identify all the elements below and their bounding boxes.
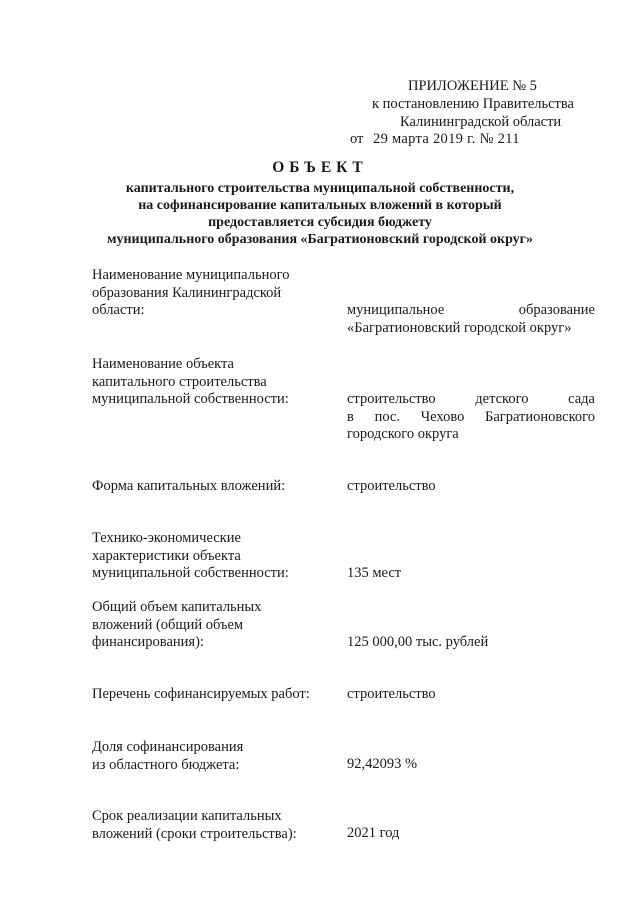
label-line: Технико-экономические: [92, 530, 241, 546]
value-investment-form: строительство: [347, 478, 436, 494]
value-line: городского округа: [347, 426, 459, 442]
label-line: муниципальной собственности:: [92, 391, 289, 407]
label-line: из областного бюджета:: [92, 756, 240, 773]
label-line: характеристики объекта: [92, 547, 241, 564]
value-works-list: строительство: [347, 686, 436, 702]
label-line: Перечень софинансируемых работ:: [92, 686, 310, 702]
value-implementation-period: 2021 год: [347, 825, 400, 841]
title-line-2: на софинансирование капитальных вложений в который: [138, 198, 502, 213]
label-municipality: [92, 267, 332, 320]
label-line: Общий объем капитальных: [92, 599, 262, 615]
title-line-3: предоставляется субсидия бюджету: [208, 215, 432, 230]
appendix-region: Калининградской области: [400, 114, 562, 130]
document-title: ОБЪЕКТ: [272, 159, 368, 176]
label-object-name: [92, 356, 332, 409]
value-line: [347, 302, 595, 320]
value-word: пос.: [374, 408, 400, 425]
label-tech-specs: [92, 530, 332, 583]
title-line-1: капитального строительства муниципальной собственности,: [125, 181, 515, 196]
label-line: муниципальной собственности:: [92, 565, 289, 581]
value-word: образование: [518, 302, 595, 318]
value-word: Чехово: [420, 408, 465, 425]
date-prefix: от: [350, 131, 364, 147]
value-line: [347, 391, 595, 409]
value-total-volume: 125 000,00 тыс. рублей: [347, 634, 489, 650]
value-line: [347, 409, 595, 427]
value-word: строительство: [347, 391, 436, 407]
value-word: Багратионовского: [485, 408, 595, 425]
value-cofinancing-share: 92,42093 %: [347, 756, 418, 772]
value-municipality: [347, 302, 595, 337]
label-line: Наименование муниципального: [92, 267, 290, 283]
label-line: Доля софинансирования: [92, 739, 244, 755]
label-total-volume: [92, 599, 332, 652]
label-cofinancing-share: [92, 739, 332, 774]
label-line: Форма капитальных вложений:: [92, 478, 286, 494]
appendix-decree-ref: к постановлению Правительства: [372, 96, 574, 112]
value-word: муниципальное: [347, 302, 445, 318]
label-implementation-period: [92, 808, 332, 843]
label-works-list: [92, 686, 332, 704]
value-object-name: [347, 391, 595, 444]
label-line: Срок реализации капитальных: [92, 808, 282, 824]
label-investment-form: [92, 478, 332, 496]
value-word: детского: [475, 391, 529, 407]
value-word: сада: [568, 391, 595, 407]
date-value: 29 марта 2019 г. № 211: [373, 131, 520, 147]
label-line: капитального строительства: [92, 373, 267, 390]
title-line-4: муниципального образования «Багратионовский городской округ»: [106, 232, 534, 247]
appendix-date: [350, 130, 520, 148]
appendix-number: ПРИЛОЖЕНИЕ № 5: [408, 78, 537, 94]
label-line: вложений (сроки строительства):: [92, 825, 297, 842]
value-line: «Багратионовский городской округ»: [347, 319, 572, 336]
label-line: области:: [92, 302, 145, 318]
value-word: в: [347, 408, 354, 425]
label-line: Наименование объекта: [92, 356, 234, 372]
value-tech-specs: 135 мест: [347, 565, 402, 581]
label-line: образования Калининградской: [92, 284, 282, 301]
label-line: финансирования):: [92, 634, 204, 650]
label-line: вложений (общий объем: [92, 616, 244, 633]
